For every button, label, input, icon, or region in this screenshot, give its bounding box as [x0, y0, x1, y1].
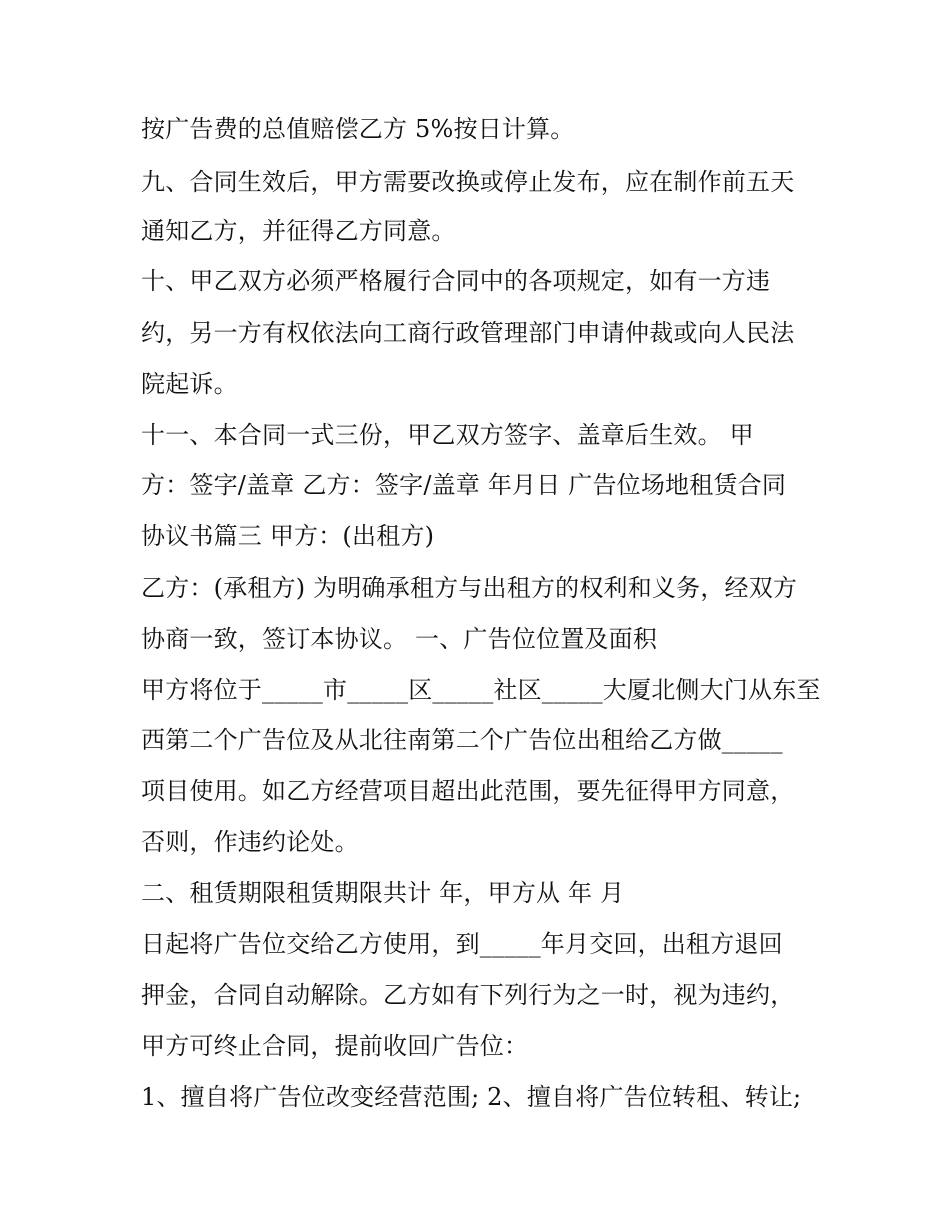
text-line: 否则，作违约论处。 [141, 828, 359, 856]
text-line: 甲方可终止合同，提前收回广告位： [141, 1032, 529, 1060]
text-line: 日起将广告位交给乙方使用，到_____年月交回，出租方退回 [141, 930, 783, 958]
text-line: 协议书篇三 甲方：(出租方) [141, 522, 435, 550]
text-line: 十、甲乙双方必须严格履行合同中的各项规定，如有一方违 [141, 267, 771, 295]
text-line: 九、合同生效后，甲方需要改换或停止发布，应在制作前五天 [141, 168, 795, 196]
text-line: 约，另一方有权依法向工商行政管理部门申请仲裁或向人民法 [141, 319, 795, 347]
text-line: 十一、本合同一式三份，甲乙双方签字、盖章后生效。 甲 [141, 421, 754, 449]
text-line: 乙方：(承租方) 为明确承租方与出租方的权利和义务，经双方 [141, 574, 798, 602]
text-line: 项目使用。如乙方经营项目超出此范围，要先征得甲方同意， [141, 777, 795, 805]
text-line: 甲方将位于_____市_____区_____社区_____大厦北侧大门从东至 [141, 676, 821, 704]
text-line: 1、擅自将广告位改变经营范围; 2、擅自将广告位转租、转让; [141, 1083, 802, 1111]
text-line: 按广告费的总值赔偿乙方 5%按日计算。 [141, 115, 575, 143]
text-line: 院起诉。 [141, 370, 238, 398]
text-line: 西第二个广告位及从北往南第二个广告位出租给乙方做_____ [141, 726, 783, 754]
text-line: 押金，合同自动解除。乙方如有下列行为之一时，视为违约， [141, 981, 795, 1009]
text-line: 方：签字/盖章 乙方：签字/盖章 年月日 广告位场地租赁合同 [141, 471, 787, 499]
text-line: 二、租赁期限租赁期限共计 年，甲方从 年 月 [141, 879, 625, 907]
text-line: 协商一致，签订本协议。 一、广告位位置及面积 [141, 625, 658, 653]
text-line: 通知乙方，并征得乙方同意。 [141, 217, 456, 245]
